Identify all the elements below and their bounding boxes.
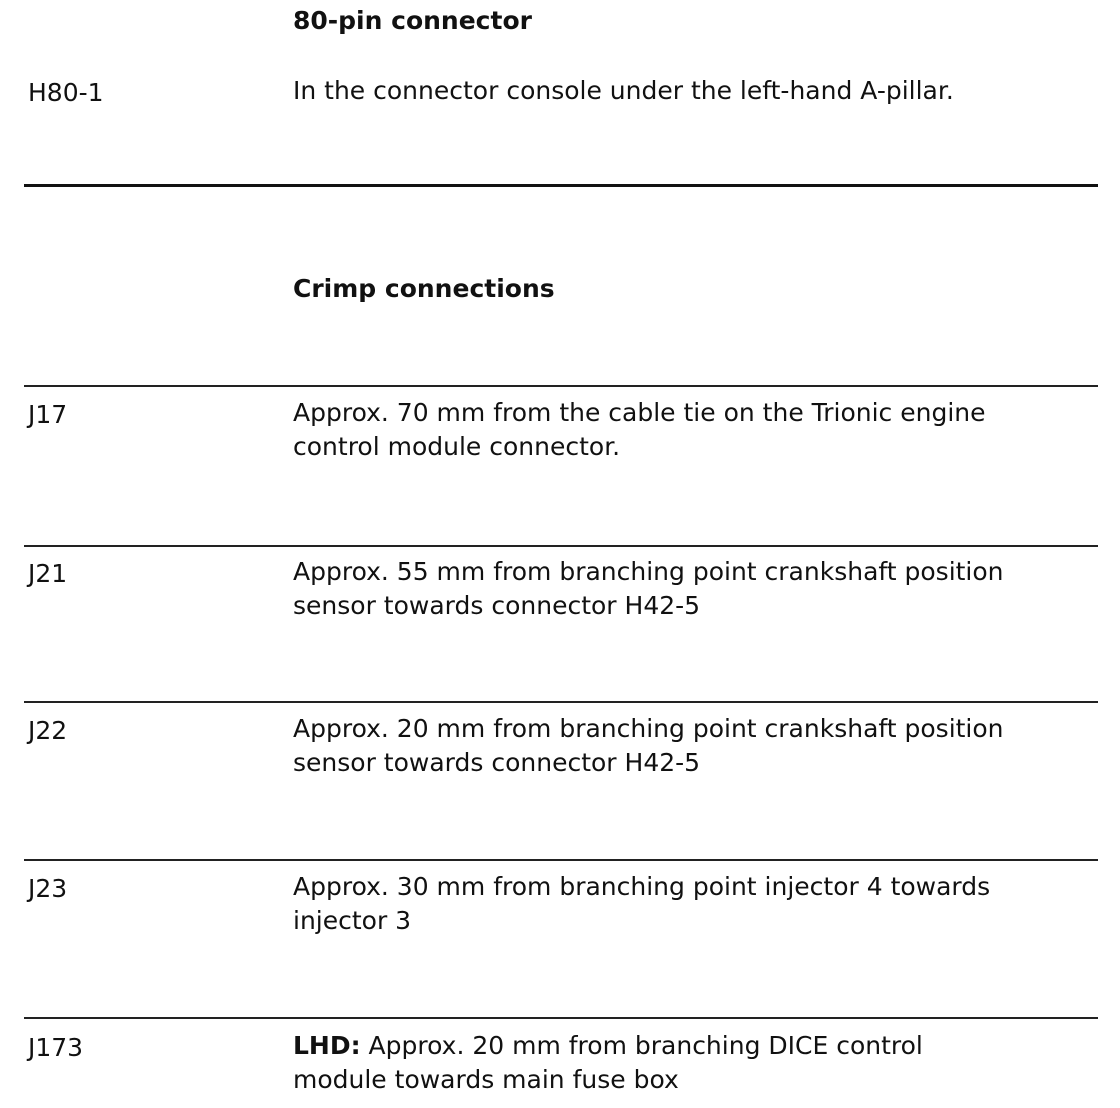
crimp-description-line: Approx. 70 mm from the cable tie on the Trionic engine — [293, 398, 986, 427]
crimp-description-line: injector 3 — [293, 906, 412, 935]
row-divider — [24, 701, 1098, 703]
crimp-description-j17 — [293, 396, 1103, 464]
crimp-code-j22: J22 — [28, 716, 68, 745]
crimp-code-j17: J17 — [28, 400, 68, 429]
crimp-description-line: module towards main fuse box — [293, 1065, 679, 1094]
row-divider — [24, 545, 1098, 547]
crimp-description-line: sensor towards connector H42-5 — [293, 748, 701, 777]
connector-description: In the connector console under the left-hand A-pillar. — [293, 76, 954, 105]
section-heading-crimp-connections: Crimp connections — [293, 274, 555, 303]
crimp-description-j22 — [293, 712, 1103, 780]
crimp-description-line: Approx. 30 mm from branching point injector 4 towards — [293, 872, 991, 901]
section-heading-80-pin-connector: 80-pin connector — [293, 6, 532, 35]
crimp-description-line: Approx. 20 mm from branching point crankshaft position — [293, 714, 1004, 743]
crimp-description-j173 — [293, 1029, 1103, 1097]
row-divider — [24, 859, 1098, 861]
crimp-description-line: sensor towards connector H42-5 — [293, 591, 701, 620]
crimp-description-j21 — [293, 555, 1103, 623]
lhd-prefix: LHD: — [293, 1031, 361, 1060]
section-divider — [24, 184, 1098, 187]
crimp-description-line: Approx. 55 mm from branching point crankshaft position — [293, 557, 1004, 586]
row-divider — [24, 385, 1098, 387]
crimp-code-j173: J173 — [28, 1033, 84, 1062]
crimp-description-line — [293, 1029, 1103, 1063]
crimp-code-j21: J21 — [28, 559, 68, 588]
connector-code: H80-1 — [28, 78, 104, 107]
crimp-code-j23: J23 — [28, 874, 68, 903]
crimp-description-j23 — [293, 870, 1103, 938]
crimp-description-line: control module connector. — [293, 432, 621, 461]
row-divider — [24, 1017, 1098, 1019]
crimp-description-text: Approx. 20 mm from branching DICE control — [360, 1031, 923, 1060]
